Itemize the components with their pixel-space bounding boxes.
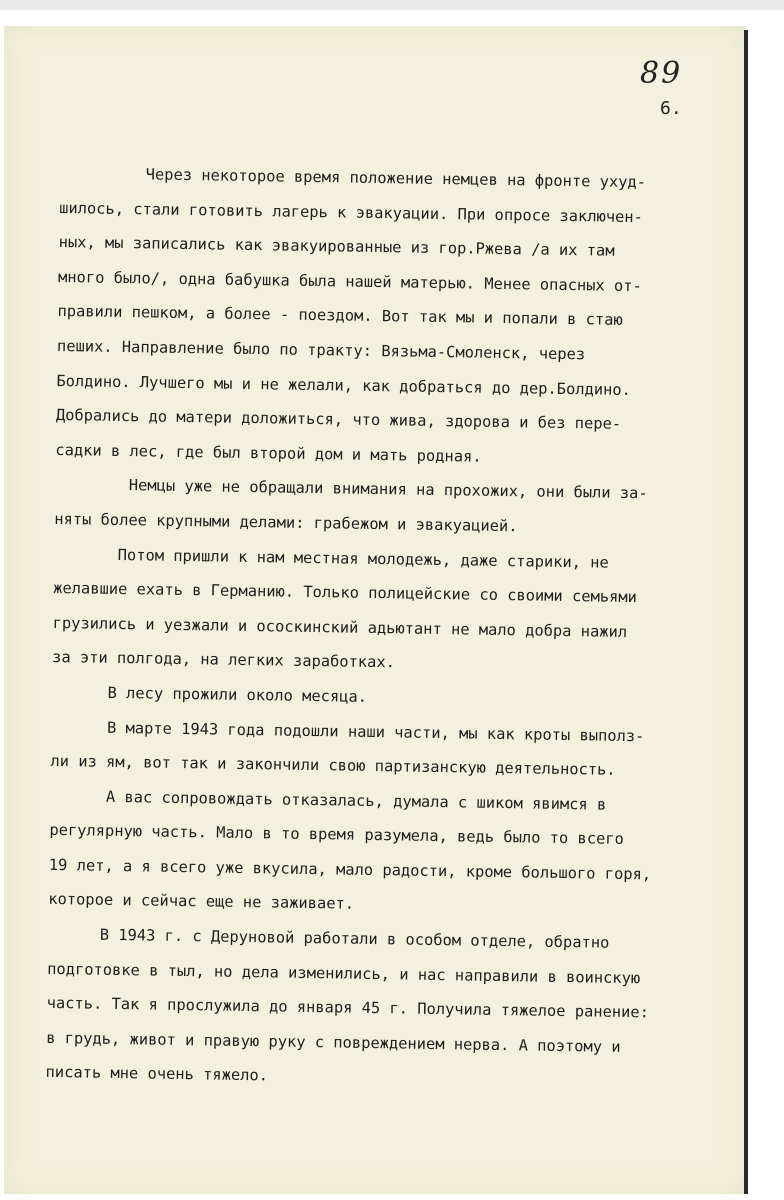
text-line: В 1943 г. с Деруновой работали в особом отделе, обратно xyxy=(99,925,610,952)
text-line: которое и сейчас еще не заживает. xyxy=(48,890,355,914)
sheet-right-edge-shadow xyxy=(744,30,748,1194)
text-line: В марте 1943 года подошли наши части, мы как кроты выполз- xyxy=(106,718,645,745)
text-line: часть. Так я прослужила до января 45 г. Получила тяжелое ранение: xyxy=(46,994,650,1022)
scanner-top-strip xyxy=(0,0,784,10)
handwritten-archive-number: 89 xyxy=(640,56,683,91)
text-line: желавшие ехать в Германию. Только полицейские со своими семьями xyxy=(53,579,638,607)
text-line: за эти полгода, на легких заработках. xyxy=(51,648,396,672)
text-line: Болдино. Лучшего мы и не желали, как добраться до дер.Болдино. xyxy=(56,371,632,399)
text-line: ных, мы записались как эвакуированные из гор.Ржева /а их там xyxy=(58,233,615,260)
text-line: ли из ям, вот так и закончили свою партизанскую деятельность. xyxy=(50,752,616,779)
text-line: Через некоторое время положение немцев на фронте ухуд- xyxy=(145,165,647,192)
text-line: Немцы уже не обращали внимания на прохожих, они были за- xyxy=(128,476,648,503)
text-line: регулярную часть. Мало в то время разумела, ведь было то всего xyxy=(49,821,624,849)
text-line: много было/, одна бабушка была нашей матерью. Менее опасных от- xyxy=(57,267,642,295)
text-line: правили пешком, а более - поездом. Вот так мы и попали в стаю xyxy=(57,302,623,330)
text-line: пеших. Направление было по тракту: Вязьма-Смоленск, через xyxy=(56,336,586,364)
text-line: грузились и уезжали и ососкинский адьютант не мало добра нажил xyxy=(52,613,628,641)
text-line: няты более крупными делами: грабежом и эвакуацией. xyxy=(54,509,518,536)
text-line: садки в лес, где был второй дом и мать родная. xyxy=(55,440,482,466)
text-line: 19 лет, а я всего уже вкусила, мало радости, кроме большого горя, xyxy=(48,855,652,884)
text-line: писать мне очень тяжело. xyxy=(45,1063,269,1085)
text-line: в грудь, живот и правую руку с повреждением нерва. А поэтому и xyxy=(46,1028,621,1056)
text-line: шилось, стали готовить лагерь к эвакуации. При опросе заключен- xyxy=(59,198,644,226)
text-line: Добрались до матери доложиться, что жива, здорова и без пере- xyxy=(55,406,622,434)
text-line: В лесу прожили около месяца. xyxy=(107,683,368,706)
text-line: А вас сопровождать отказалась, думала с шиком явимся в xyxy=(105,787,607,814)
text-line: Потом пришли к нам местная молодежь, даже старики, не xyxy=(117,545,609,572)
text-line: подготовке в тыл, но дела изменились, и нас направили в воинскую xyxy=(47,959,641,987)
page-number: 6. xyxy=(660,98,682,119)
typewritten-body xyxy=(45,156,730,1100)
